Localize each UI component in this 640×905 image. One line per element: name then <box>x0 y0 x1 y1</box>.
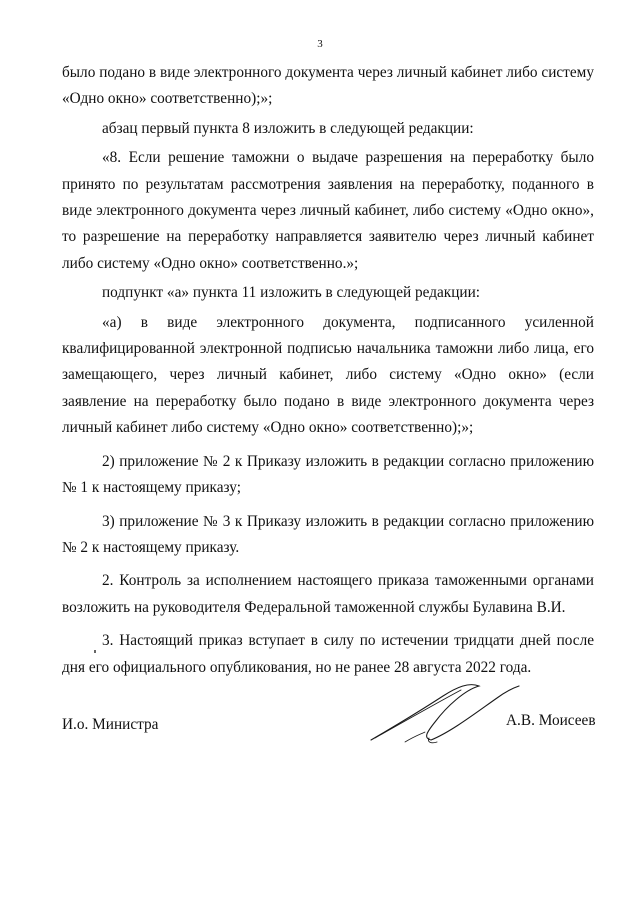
page-number: 3 <box>317 38 323 50</box>
paragraph-subpoint-a-text: «а) в виде электронного документа, подписанного усиленной квалифицированной электронной подписью начальника таможни либо лица, его замещающего, через личный кабинет, либо систему «Одно окно» (если заявление на переработку было подано в виде электронного документа через личный кабинет либо систему «Одно окно» соответственно);»; <box>62 313 594 437</box>
scan-speck <box>94 650 96 653</box>
handwritten-signature <box>365 676 525 746</box>
paragraph-control: 2. Контроль за исполнением настоящего приказа таможенными органами возложить на руководителя Федеральной таможенной службы Булавина В.И. <box>62 572 594 616</box>
signatory-name: А.В. Моисеев <box>506 712 596 729</box>
paragraph-continuation: было подано в виде электронного документа через личный кабинет либо систему «Одно окно» соответственно);»; <box>62 64 594 108</box>
paragraph-effective-date: 3. Настоящий приказ вступает в силу по истечении тридцати дней после дня его официального опубликования, но не ранее 28 августа 2022 года. <box>62 632 594 676</box>
paragraph-amend-point-11: подпункт «а» пункта 11 изложить в следующей редакции: <box>102 284 481 302</box>
paragraph-point-8-text: «8. Если решение таможни о выдаче разрешения на переработку было принято по результатам рассмотрения заявления на переработку, поданного в виде электронного документа через личный кабинет, либо систему «Одно окно», то разрешение на переработку направляется заявителю через личный кабинет либо систему «Одно окно» соответственно.»; <box>62 149 594 272</box>
document-body <box>62 60 594 681</box>
paragraph-amend-point-8: абзац первый пункта 8 изложить в следующей редакции: <box>102 119 474 137</box>
paragraph-appendix-2: 2) приложение № 2 к Приказу изложить в редакции согласно приложению № 1 к настоящему приказу; <box>62 452 594 497</box>
paragraph-appendix-3: 3) приложение № 3 к Приказу изложить в редакции согласно приложению № 2 к настоящему приказу. <box>62 512 594 556</box>
signatory-title: И.о. Министра <box>62 716 159 733</box>
